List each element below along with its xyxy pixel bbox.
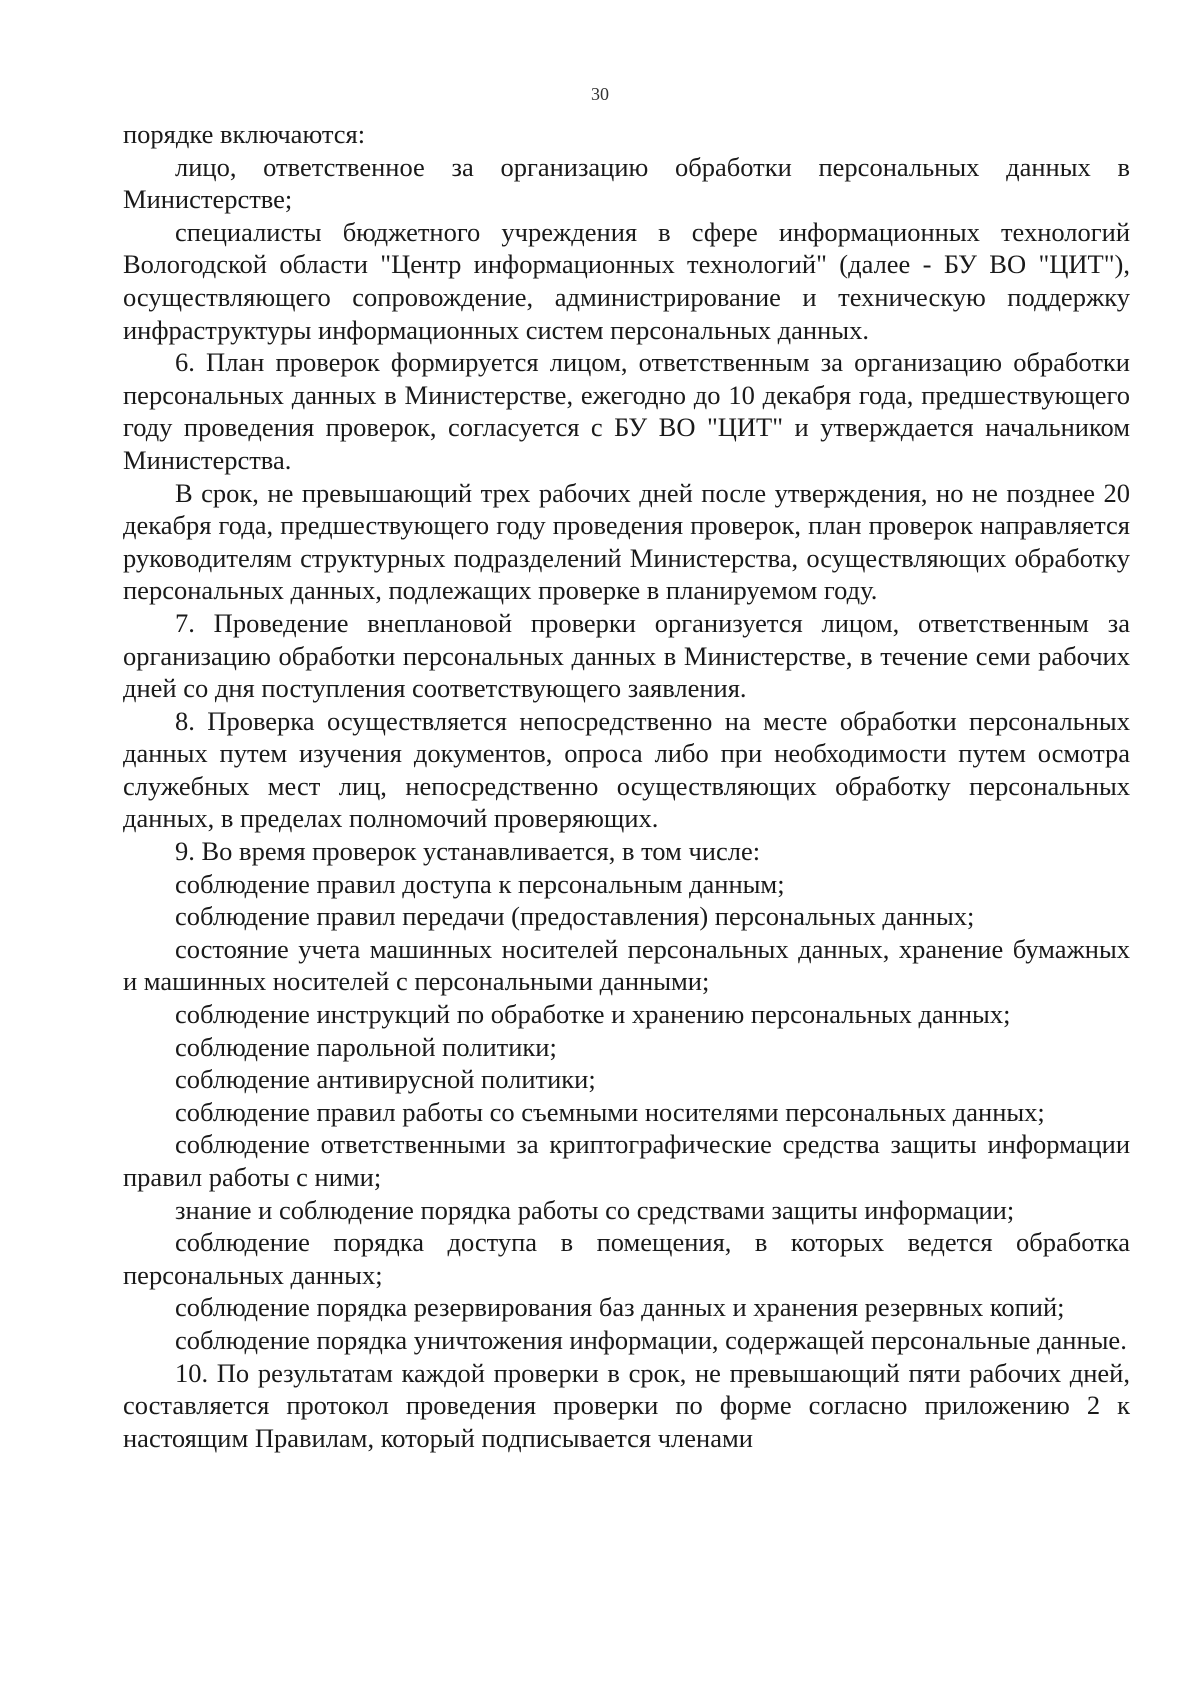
check-item: соблюдение инструкций по обработке и хранению персональных данных;	[175, 999, 1011, 1030]
paragraph-6-deadline: В срок, не превышающий трех рабочих дней после утверждения, но не позднее 20 декабря года, предшествующего году проведения проверок, план проверок направляется руководителям структурных подразделений Министерства, осуществляющих обработку персональных данных, подлежащих проверке в планируемом году.	[123, 477, 1130, 606]
list-item-specialists: специалисты бюджетного учреждения в сфере информационных технологий Вологодской области "Центр информационных технологий" (далее - БУ ВО "ЦИТ"), осуществляющего сопровождение, администрирование и техническую поддержку инфраструктуры информационных систем персональных данных.	[123, 216, 1130, 345]
paragraph-9: 9. Во время проверок устанавливается, в том числе:	[175, 836, 761, 867]
check-item: соблюдение ответственными за криптографические средства защиты информации правил работы с ними;	[123, 1129, 1130, 1192]
check-item: соблюдение порядка резервирования баз данных и хранения резервных копий;	[175, 1292, 1065, 1323]
paragraph-continuation: порядке включаются:	[123, 119, 366, 149]
check-item: соблюдение порядка доступа в помещения, в которых ведется обработка персональных данных;	[123, 1227, 1130, 1290]
paragraph-10: 10. По результатам каждой проверки в срок, не превышающий пяти рабочих дней, составляется протокол проведения проверки по форме согласно приложению 2 к настоящим Правилам, который подписывается членами	[123, 1357, 1130, 1453]
document-body	[123, 118, 1130, 1454]
check-item: состояние учета машинных носителей персональных данных, хранение бумажных и машинных носителей с персональными данными;	[123, 933, 1130, 997]
check-item: знание и соблюдение порядка работы со средствами защиты информации;	[175, 1194, 1015, 1225]
check-item: соблюдение правил работы со съемными носителями персональных данных;	[175, 1096, 1045, 1127]
check-item: соблюдение порядка уничтожения информации, содержащей персональные данные.	[175, 1324, 1127, 1355]
check-item: соблюдение парольной политики;	[175, 1031, 557, 1062]
check-item: соблюдение правил передачи (предоставления) персональных данных;	[175, 901, 975, 932]
paragraph-8: 8. Проверка осуществляется непосредственно на месте обработки персональных данных путем изучения документов, опроса либо при необходимости путем осмотра служебных мест лиц, непосредственно осуществляющих обработку персональных данных, в пределах полномочий проверяющих.	[123, 705, 1130, 834]
check-item: соблюдение правил доступа к персональным данным;	[175, 868, 785, 899]
paragraph-6: 6. План проверок формируется лицом, ответственным за организацию обработки персональных данных в Министерстве, ежегодно до 10 декабря года, предшествующего году проведения проверок, согласуется с БУ ВО "ЦИТ" и утверждается начальником Министерства.	[123, 347, 1130, 475]
list-item-responsible-person: лицо, ответственное за организацию обработки персональных данных в Министерстве;	[123, 151, 1130, 215]
page-number: 30	[591, 84, 609, 104]
paragraph-7: 7. Проведение внеплановой проверки организуется лицом, ответственным за организацию обработки персональных данных в Министерстве, в течение семи рабочих дней со дня поступления соответствующего заявления.	[123, 607, 1130, 704]
check-item: соблюдение антивирусной политики;	[175, 1064, 596, 1095]
